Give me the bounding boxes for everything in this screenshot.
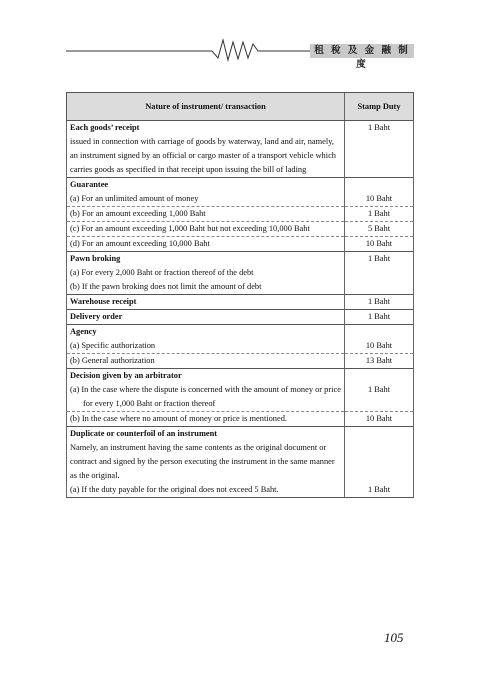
guarantee-item-b: (b) For an amount exceeding 1,000 Baht	[67, 207, 345, 222]
table-row	[67, 441, 414, 483]
table-row	[67, 339, 414, 354]
pawn-broking-item-a: (a) For every 2,000 Baht or fraction thereof of the debt	[67, 266, 345, 280]
section-title: 租 稅 及 金 融 制 度	[310, 44, 414, 58]
goods-receipt-title: Each goods’ receipt	[67, 121, 345, 136]
pawn-broking-item-b: (b) If the pawn broking does not limit the amount of debt	[67, 280, 345, 295]
duplicate-title: Duplicate or counterfoil of an instrument	[67, 427, 345, 442]
table-row	[67, 383, 414, 412]
table-row	[67, 280, 414, 295]
table-row	[67, 178, 414, 193]
pawn-broking-title: Pawn broking	[67, 252, 345, 267]
agency-item-b: (b) General authorization	[67, 354, 345, 369]
guarantee-item-d: (d) For an amount exceeding 10,000 Baht	[67, 237, 345, 252]
guarantee-item-c: (c) For an amount exceeding 1,000 Baht but not exceeding 10,000 Baht	[67, 222, 345, 237]
duplicate-item-a: (a) If the duty payable for the original does not exceed 5 Baht.	[67, 483, 345, 498]
agency-item-b-duty: 13 Baht	[345, 354, 414, 369]
table-row	[67, 252, 414, 267]
arbitrator-item-b-duty: 10 Baht	[345, 412, 414, 427]
agency-item-a: (a) Specific authorization	[67, 339, 345, 354]
table-row	[67, 207, 414, 222]
column-header-duty: Stamp Duty	[345, 93, 414, 121]
table-row	[67, 483, 414, 498]
delivery-order-duty: 1 Baht	[345, 310, 414, 325]
table-row	[67, 369, 414, 384]
warehouse-receipt-title: Warehouse receipt	[67, 295, 345, 310]
table-row	[67, 237, 414, 252]
agency-item-a-duty: 10 Baht	[345, 339, 414, 354]
arbitrator-title: Decision given by an arbitrator	[67, 369, 345, 384]
table-row	[67, 222, 414, 237]
table-header-row	[67, 93, 414, 121]
duplicate-description: Namely, an instrument having the same contents as the original document or contract and signed by the person executing the instrument in the same manner as the original.	[67, 441, 345, 483]
guarantee-item-d-duty: 10 Baht	[345, 237, 414, 252]
goods-receipt-description: issued in connection with carriage of goods by waterway, land and air, namely, an instrument signed by an official or cargo master of a transport vehicle which carries goods as specified in that receipt upon issuing the bill of lading	[67, 135, 345, 178]
pawn-broking-duty: 1 Baht	[345, 252, 414, 267]
arbitrator-item-a-duty: 1 Baht	[345, 383, 414, 412]
guarantee-item-c-duty: 5 Baht	[345, 222, 414, 237]
guarantee-item-b-duty: 1 Baht	[345, 207, 414, 222]
arbitrator-item-b: (b) In the case where no amount of money or price is mentioned.	[67, 412, 345, 427]
duplicate-item-a-duty: 1 Baht	[345, 483, 414, 498]
agency-title: Agency	[67, 325, 345, 340]
delivery-order-title: Delivery order	[67, 310, 345, 325]
table-row	[67, 412, 414, 427]
table-row	[67, 295, 414, 310]
guarantee-title: Guarantee	[67, 178, 345, 193]
table-row	[67, 354, 414, 369]
table-row	[67, 135, 414, 178]
column-header-instrument: Nature of instrument/ transaction	[67, 93, 345, 121]
table-row	[67, 121, 414, 136]
guarantee-item-a-duty: 10 Baht	[345, 192, 414, 207]
page-header	[0, 0, 480, 70]
table-row	[67, 310, 414, 325]
table-row	[67, 427, 414, 442]
table-row	[67, 266, 414, 280]
stamp-duty-table	[66, 92, 414, 498]
page-number: 105	[384, 630, 404, 645]
guarantee-item-a: (a) For an unlimited amount of money	[67, 192, 345, 207]
warehouse-receipt-duty: 1 Baht	[345, 295, 414, 310]
goods-receipt-duty: 1 Baht	[345, 121, 414, 136]
table-row	[67, 325, 414, 340]
arbitrator-item-a: (a) In the case where the dispute is concerned with the amount of money or price for every 1,000 Baht or fraction thereof	[67, 383, 345, 412]
table-row	[67, 192, 414, 207]
